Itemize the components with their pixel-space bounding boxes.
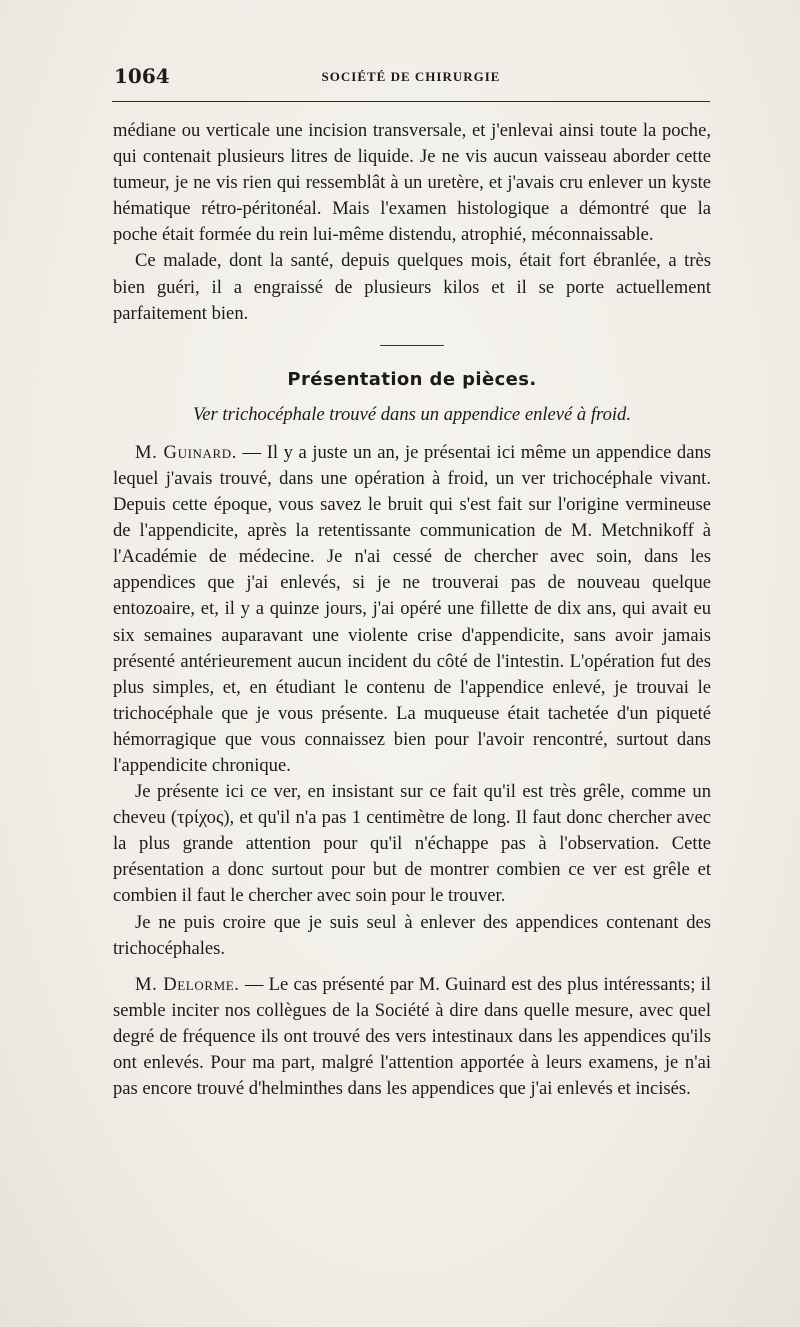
paragraph-continuation: médiane ou verticale une incision transversale, et j'enlevai ainsi toute la poche, qui contenait plusieurs litres de liquide. Je ne vis aucun vaisseau aborder cette tumeur, je ne vis rien qui ressemblât à un uretère, et j'avais cru enlever un kyste hématique rétro-péritonéal. Mais l'examen histologique a démontré que la poche était formée du rein lui-même distendu, atrophié, méconnaissable.: [113, 120, 711, 246]
header-rule: [112, 101, 710, 102]
section-separator: [380, 345, 444, 346]
paragraph-delorme: [113, 972, 711, 1102]
paragraph-conclusion: Je ne puis croire que je suis seul à enlever des appendices contenant des trichocéphales.: [113, 911, 711, 959]
section-subtitle: Ver trichocéphale trouvé dans un appendice enlevé à froid.: [192, 403, 632, 425]
paragraph-delorme-text: — Le cas présenté par M. Guinard est des plus intéressants; il semble inciter nos collègues de la Société à dire dans quelle mesure, avec quel degré de fréquence ils ont trouvé des vers intestinaux dans les appendices qu'ils ont enlevés. Pour ma part, malgré l'attention apportée à leurs examens, je n'ai pas encore trouvé d'helminthes dans les appendices que j'ai enlevés et incisés.: [113, 973, 711, 1100]
paragraph-patient-outcome: Ce malade, dont la santé, depuis quelques mois, était fort ébranlée, a très bien guéri, il a engraissé de plusieurs kilos et il se porte actuellement parfaitement bien.: [113, 250, 711, 324]
spacer: [113, 962, 711, 972]
paragraph-guinard-text: — Il y a juste un an, je présentai ici même un appendice dans lequel j'avais trouvé, dans une opération à froid, un ver trichocéphale vivant. Depuis cette époque, vous savez le bruit qui s'est fait sur l'origine vermineuse de l'appendicite, après la retentissante communication de M. Metchnikoff à l'Académie de médecine. Je n'ai cessé de chercher avec soin, dans les appendices que j'ai enlevés, si je ne trouverai pas de nouveau quelque entozoaire, et, il y a quinze jours, j'ai opéré une fillette de dix ans, qui avait eu six semaines auparavant une violente crise d'appendicite, sans avoir jamais présenté antérieurement aucun incident du côté de l'intestin. L'opération fut des plus simples, et, en étudiant le contenu de l'appendice enlevé, je trouvai le trichocéphale que je vous présente. La muqueuse était tachetée d'un piqueté hémorragique que vous connaissez bien pour l'avoir rencontré, surtout dans l'appendicite chronique.: [113, 441, 711, 776]
speaker-guinard: M. Guinard.: [135, 441, 237, 463]
body-text: [113, 118, 711, 1102]
paragraph-guinard: [113, 440, 711, 779]
paragraph-worm-description: Je présente ici ce ver, en insistant sur ce fait qu'il est très grêle, comme un cheveu (τρίχος), et qu'il n'a pas 1 centimètre de long. Il faut donc chercher avec la plus grande attention pour qu'il n'échappe pas à l'observation. Cette présentation a donc surtout pour but de montrer combien ce ver est grêle et combien il faut le chercher avec soin pour le trouver.: [113, 781, 711, 907]
page-number: 1064: [114, 64, 170, 88]
section-title: Présentation de pièces.: [287, 368, 537, 390]
running-title: SOCIÉTÉ DE CHIRURGIE: [321, 69, 501, 84]
speaker-delorme: M. Delorme.: [135, 973, 240, 995]
page-header: [112, 64, 710, 92]
